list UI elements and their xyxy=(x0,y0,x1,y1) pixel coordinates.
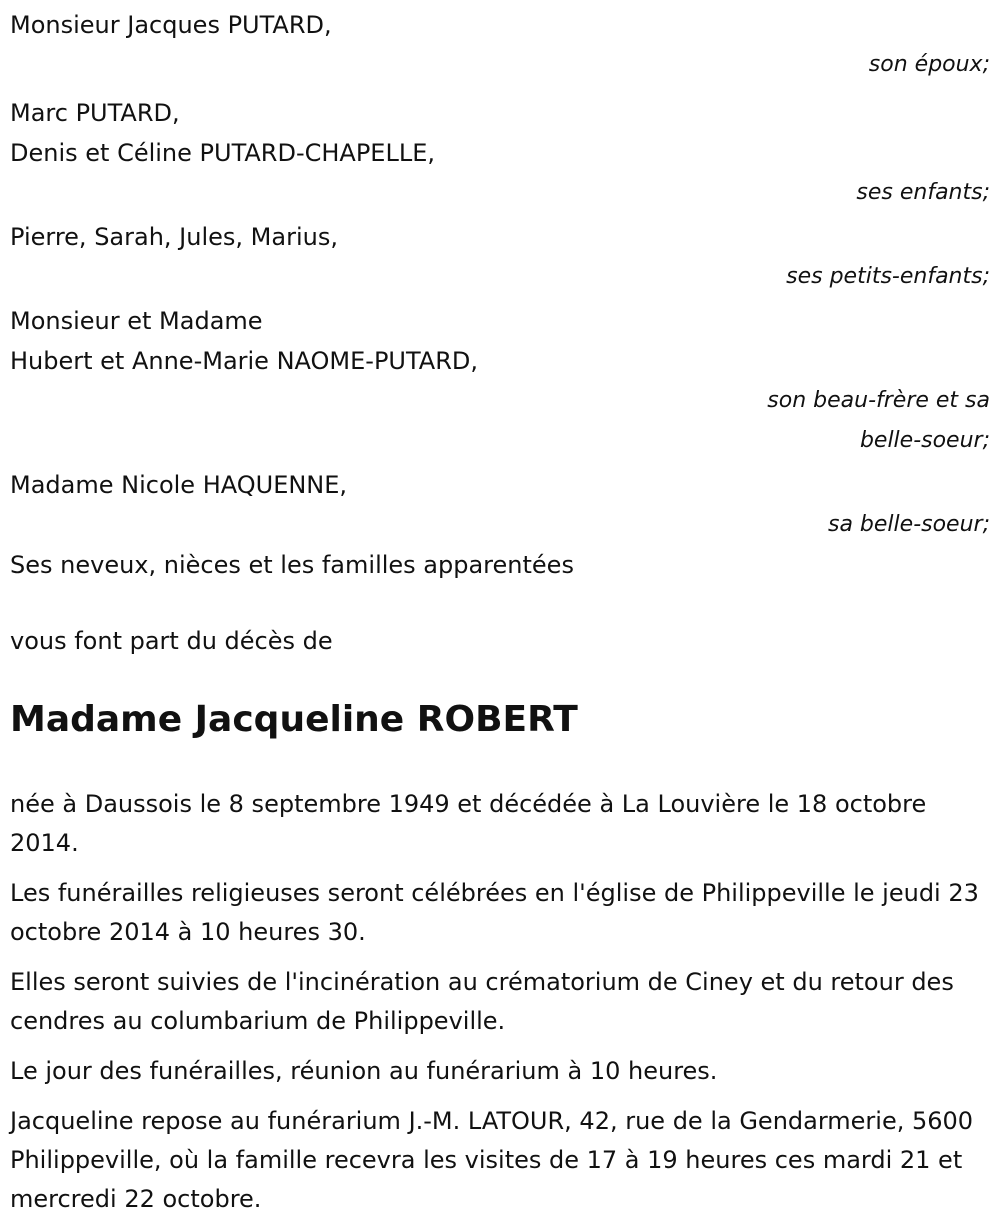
family-group-in-laws xyxy=(10,301,990,461)
birth-death-paragraph: née à Daussois le 8 septembre 1949 et décédée à La Louvière le 18 octobre 2014. xyxy=(10,790,927,857)
cremation-paragraph: Elles seront suivies de l'incinération au crématorium de Ciney et du retour des cendres au columbarium de Philippeville. xyxy=(10,968,954,1035)
relationship-label: son époux; xyxy=(868,52,990,77)
funeral-paragraph: Les funérailles religieuses seront célébrées en l'église de Philippeville le jeudi 23 octobre 2014 à 10 heures 30. xyxy=(10,879,979,946)
family-group-sister-in-law xyxy=(10,465,990,545)
relationship-label: ses petits-enfants; xyxy=(786,264,990,289)
deceased-name: Madame Jacqueline ROBERT xyxy=(10,699,578,740)
gathering-paragraph: Le jour des funérailles, réunion au funérarium à 10 heures. xyxy=(10,1057,718,1085)
family-name-line: Denis et Céline PUTARD-CHAPELLE, xyxy=(10,139,435,167)
family-group-grandchildren xyxy=(10,217,990,297)
relationship-label: son beau-frère et sa xyxy=(767,388,990,413)
relatives-line: Ses neveux, nièces et les familles apparentées xyxy=(10,551,574,579)
announcement-text: vous font part du décès de xyxy=(10,627,333,655)
visitation-paragraph: Jacqueline repose au funérarium J.-M. LATOUR, 42, rue de la Gendarmerie, 5600 Philippeville, où la famille recevra les visites de 17 à 19 heures ces mardi 21 et mercredi 22 octobre. xyxy=(10,1107,974,1213)
obituary-notice xyxy=(0,5,1000,1213)
family-name-line: Monsieur Jacques PUTARD, xyxy=(10,11,332,39)
relationship-label: belle-soeur; xyxy=(859,428,990,453)
family-name-line: Monsieur et Madame xyxy=(10,307,263,335)
family-name-line: Madame Nicole HAQUENNE, xyxy=(10,471,348,499)
family-group-children xyxy=(10,93,990,213)
family-group-spouse xyxy=(10,5,990,85)
family-name-line: Pierre, Sarah, Jules, Marius, xyxy=(10,223,338,251)
family-name-line: Marc PUTARD, xyxy=(10,99,180,127)
relationship-label: sa belle-soeur; xyxy=(828,512,990,537)
relationship-label: ses enfants; xyxy=(856,180,990,205)
family-name-line: Hubert et Anne-Marie NAOME-PUTARD, xyxy=(10,347,478,375)
